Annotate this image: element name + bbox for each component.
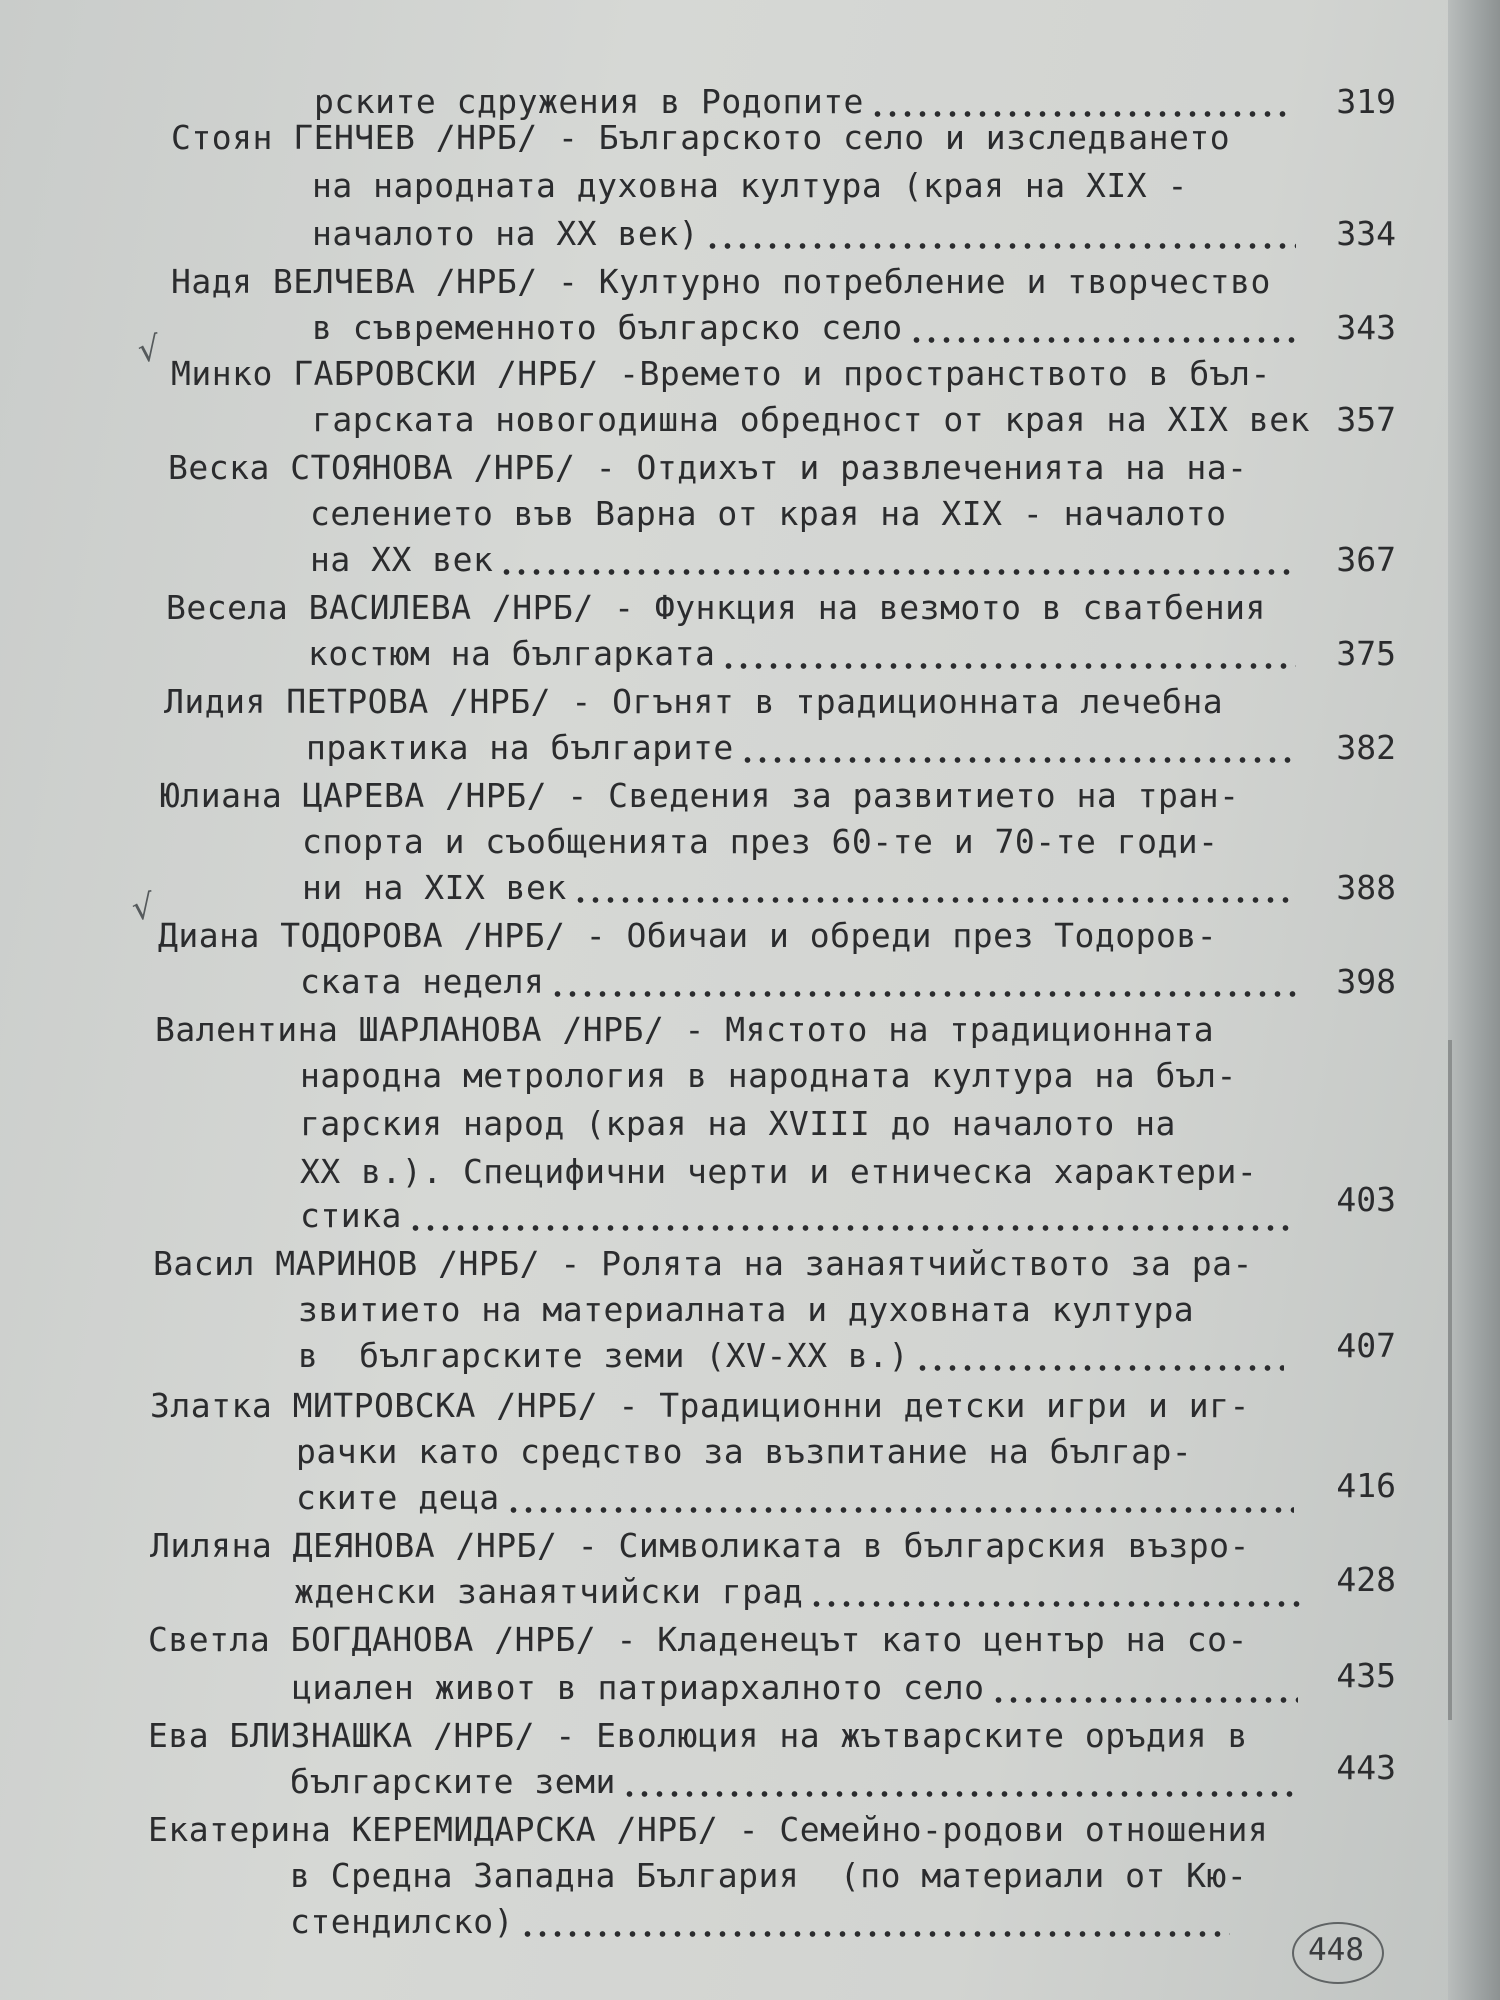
dot-leader [506, 1507, 1294, 1513]
dot-leader [622, 1791, 1298, 1797]
toc-entry-line: стендилско) [290, 1902, 515, 1941]
toc-entry-line: селението във Варна от края на XIX - началото [310, 494, 1227, 533]
toc-entry-line: циален живот в патриархалното село [292, 1668, 985, 1707]
dot-leader [573, 897, 1294, 903]
toc-entry-line-first: Лиляна ДЕЯНОВА /НРБ/ - Символиката в българския възро- [150, 1526, 1250, 1565]
toc-entry-line: ските деца [296, 1478, 500, 1517]
toc-entry-line-first: рските сдружения в Родопите [314, 82, 864, 121]
toc-page-number: 448 [1308, 1932, 1364, 1968]
toc-page-number: 428 [1336, 1560, 1396, 1599]
toc-page-number: 319 [1336, 82, 1396, 121]
pencil-checkmark-icon: √ [129, 886, 157, 930]
toc-entry-line: гарската новогодишна обредност от края на XIX век [312, 400, 1311, 439]
toc-entry-line: XX в.). Специфични черти и етническа характери- [300, 1152, 1258, 1191]
toc-entry-line: ни на XIX век [302, 868, 567, 907]
toc-page-number: 416 [1336, 1466, 1396, 1505]
toc-entry-line: жденски занаятчийски град [294, 1572, 804, 1611]
toc-page-number: 382 [1336, 728, 1396, 767]
dot-leader [809, 1601, 1300, 1607]
toc-entry-line: в българските земи (XV-XX в.) [298, 1336, 910, 1375]
toc-entry-line-first: Надя ВЕЛЧЕВА /НРБ/ - Културно потребление и творчество [171, 262, 1271, 301]
toc-entry-line: звитието на материалната и духовната култура [298, 1290, 1195, 1329]
toc-page-number: 334 [1336, 214, 1396, 253]
dot-leader [870, 111, 1288, 117]
toc-entry-line-first: Ева БЛИЗНАШКА /НРБ/ - Еволюция на жътварските оръдия в [148, 1716, 1248, 1755]
toc-page-number: 343 [1336, 308, 1396, 347]
toc-page-number: 407 [1336, 1326, 1396, 1365]
toc-page-number: 367 [1336, 540, 1396, 579]
toc-entry-line-first: Лидия ПЕТРОВА /НРБ/ - Огънят в традиционната лечебна [164, 682, 1224, 721]
toc-page-number: 443 [1336, 1748, 1396, 1787]
toc-page-number: 375 [1336, 634, 1396, 673]
dot-leader [408, 1225, 1290, 1231]
toc-entry-line-first: Стоян ГЕНЧЕВ /НРБ/ - Българското село и изследването [171, 118, 1231, 157]
toc-entry-line: началото на XX век) [312, 214, 699, 253]
toc-page-number: 398 [1336, 962, 1396, 1001]
toc-page-number: 435 [1336, 1656, 1396, 1695]
toc-entry-line-first: Валентина ШАРЛАНОВА /НРБ/ - Мястото на традиционната [155, 1010, 1215, 1049]
toc-entry-line: ската неделя [300, 962, 545, 1001]
toc-entry-line-first: Весела ВАСИЛЕВА /НРБ/ - Функция на везмото в сватбения [166, 588, 1266, 627]
toc-entry-line: в съвременното българско село [312, 308, 903, 347]
toc-entry-line: гарския народ (края на XVIII до началото на [300, 1104, 1176, 1143]
toc-entry-line: на народната духовна култура (края на XIX - [312, 166, 1188, 205]
toc-entry-line: рачки като средство за възпитание на българ- [296, 1432, 1193, 1471]
toc-entry-line: в Средна Западна България (по материали от Кю- [290, 1856, 1248, 1895]
toc-entry-line-first: Златка МИТРОВСКА /НРБ/ - Традиционни детски игри и иг- [150, 1386, 1250, 1425]
toc-page-number: 357 [1336, 400, 1396, 439]
dot-leader [740, 757, 1296, 763]
toc-entry-line: спорта и съобщенията през 60-те и 70-те годи- [302, 822, 1219, 861]
dot-leader [499, 569, 1290, 575]
dot-leader [520, 1931, 1230, 1937]
dot-leader [991, 1697, 1298, 1703]
dot-leader [721, 663, 1296, 669]
dot-leader [909, 337, 1296, 343]
dot-leader [915, 1365, 1284, 1371]
toc-page-number: 388 [1336, 868, 1396, 907]
dot-leader [550, 991, 1296, 997]
toc-page-number: 403 [1336, 1180, 1396, 1219]
pencil-checkmark-icon: √ [135, 328, 163, 372]
toc-entry-line: практика на българите [306, 728, 734, 767]
toc-entry-line-first: Светла БОГДАНОВА /НРБ/ - Кладенецът като център на со- [148, 1620, 1248, 1659]
dot-leader [705, 243, 1296, 249]
toc-entry-line: костюм на българката [308, 634, 716, 673]
toc-entry-line-first: Васил МАРИНОВ /НРБ/ - Ролята на занаятчийството за ра- [153, 1244, 1253, 1283]
toc-entry-line-first: Екатерина КЕРЕМИДАРСКА /НРБ/ - Семейно-родови отношения [148, 1810, 1269, 1849]
toc-entry-line: стика [300, 1196, 402, 1235]
toc-entry-line-first: Юлиана ЦАРЕВА /НРБ/ - Сведения за развитието на тран- [160, 776, 1240, 815]
toc-entry-line: на XX век [310, 540, 494, 579]
toc-entry-line-first: Диана ТОДОРОВА /НРБ/ - Обичаи и обреди през Тодоров- [158, 916, 1218, 955]
toc-entry-line: народна метрология в народната култура на бъл- [300, 1056, 1237, 1095]
toc-entry-line-first: Веска СТОЯНОВА /НРБ/ - Отдихът и развлеченията на на- [168, 448, 1248, 487]
toc-entry-line: българските земи [290, 1762, 616, 1801]
toc-entry-line-first: Минко ГАБРОВСКИ /НРБ/ -Времето и пространството в бъл- [171, 354, 1271, 393]
